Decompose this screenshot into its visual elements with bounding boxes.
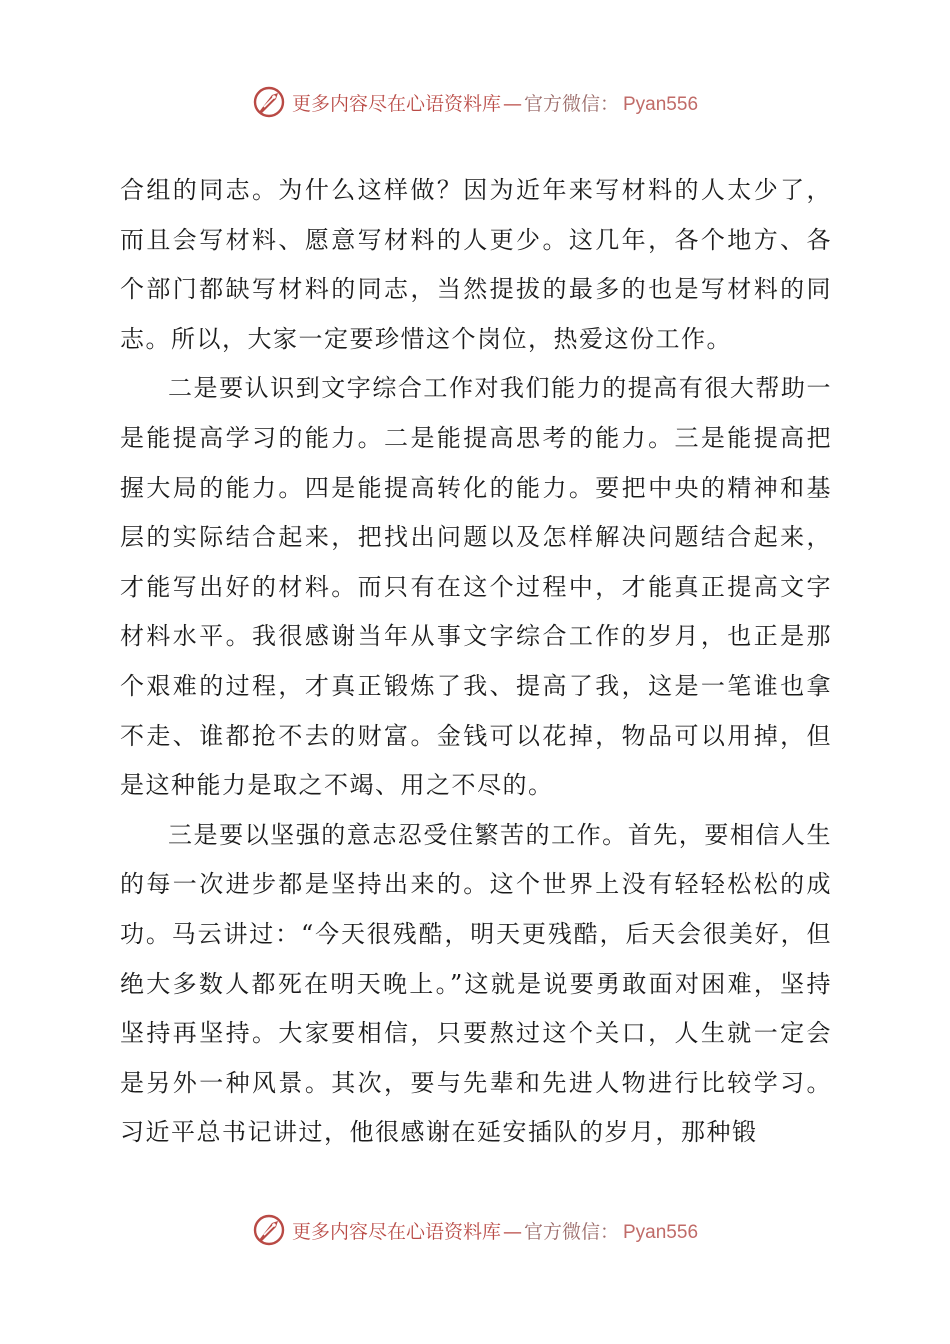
banner-main-text: 更多内容尽在心语资料库	[291, 1220, 501, 1243]
footer-banner	[0, 1208, 950, 1252]
banner-text	[292, 1217, 698, 1244]
paragraph-2: 二是要认识到文字综合工作对我们能力的提高有很大帮助一是能提高学习的能力。二是能提高思考的能力。三是能提高把握大局的能力。四是能提高转化的能力。要把中央的精神和基层的实际结合起来，把找出问题以及怎样解决问题结合起来，才能写出好的材料。而只有在这个过程中，才能真正提高文字材料水平。我很感谢当年从事文字综合工作的岁月，也正是那个艰难的过程，才真正锻炼了我、提高了我，这是一笔谁也拿不走、谁都抢不去的财富。金钱可以花掉，物品可以用掉，但是这种能力是取之不竭、用之不尽的。	[120, 374, 832, 800]
header-banner	[0, 80, 950, 124]
paragraph-1: 合组的同志。为什么这样做？因为近年来写材料的人太少了，而且会写材料、愿意写材料的人更少。这几年，各个地方、各个部门都缺写材料的同志，当然提拔的最多的也是写材料的同志。所以，大家一定要珍惜这个岗位，热爱这份工作。	[120, 176, 832, 353]
banner-text	[292, 89, 698, 116]
banner-dash: —	[502, 1220, 522, 1243]
pen-nib-logo-icon	[252, 85, 286, 119]
pen-nib-logo-icon	[252, 1213, 286, 1247]
banner-wechat-label: 官方微信：	[523, 92, 619, 115]
banner-main-text: 更多内容尽在心语资料库	[291, 92, 501, 115]
banner-wechat-label: 官方微信：	[523, 1220, 619, 1243]
banner-wechat-id: Pyan556	[623, 93, 699, 115]
banner-dash: —	[502, 92, 522, 115]
paragraph-3: 三是要以坚强的意志忍受住繁苦的工作。首先，要相信人生的每一次进步都是坚持出来的。这个世界上没有轻轻松松的成功。马云讲过：“今天很残酷，明天更残酷，后天会很美好，但绝大多数人都死在明天晚上。”这就是说要勇敢面对困难，坚持坚持再坚持。大家要相信，只要熬过这个关口，人生就一定会是另外一种风景。其次，要与先辈和先进人物进行比较学习。习近平总书记讲过，他很感谢在延安插队的岁月，那种锻	[120, 820, 832, 1147]
banner-wechat-id: Pyan556	[623, 1221, 699, 1243]
document-body	[120, 166, 832, 1158]
